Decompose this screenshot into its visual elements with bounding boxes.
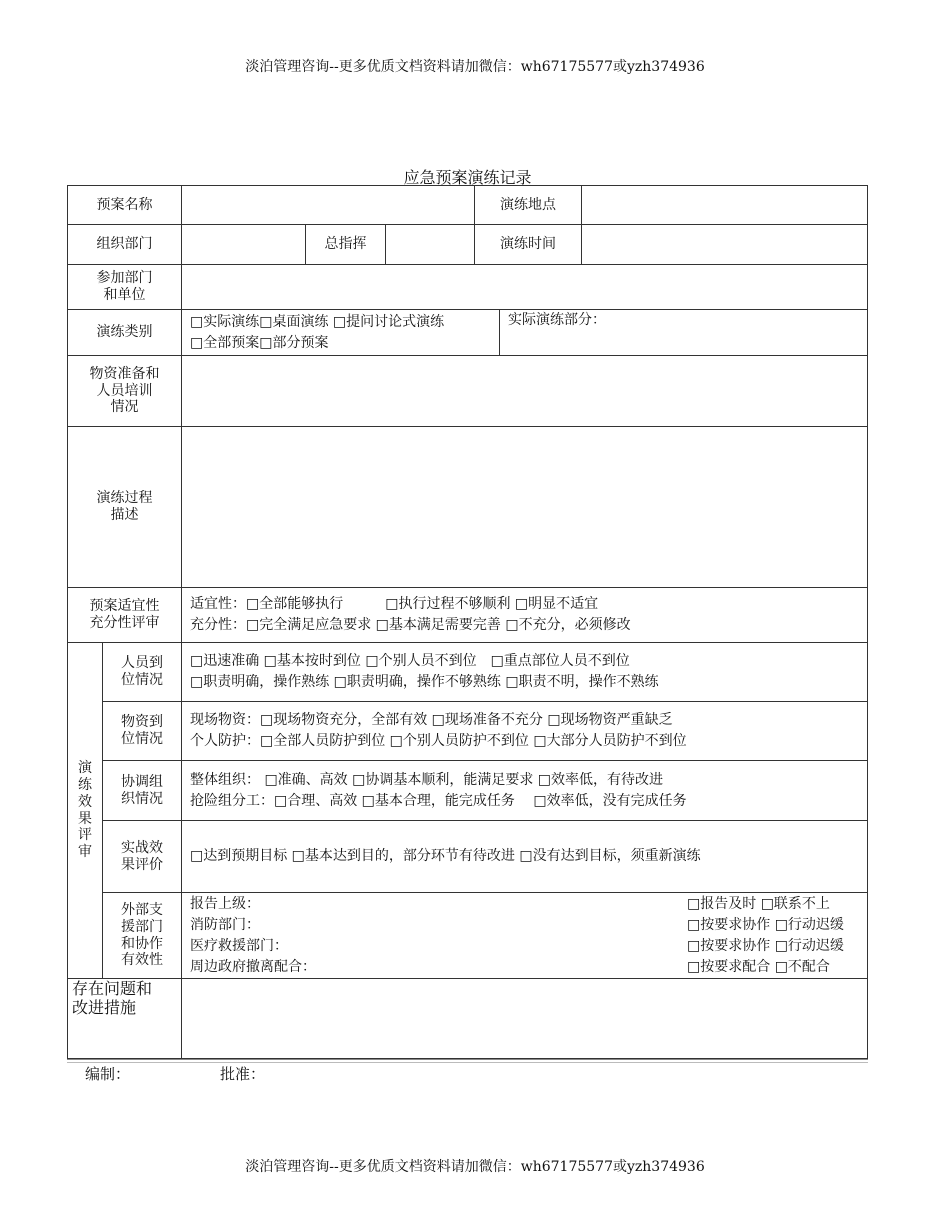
page-header: 淡泊管理咨询--更多优质文档资料请加微信：wh67175577或yzh374936	[245, 59, 705, 75]
supplies-line-1[interactable]: 现场物资：□现场物资充分，全部有效 □现场准备不充分 □现场物资严重缺乏	[190, 712, 673, 728]
label-supplies: 物资到 位情况	[103, 702, 182, 761]
page-footer: 淡泊管理咨询--更多优质文档资料请加微信：wh67175577或yzh374936	[245, 1159, 705, 1175]
row-plan-name	[68, 186, 868, 225]
label-commander: 总指挥	[306, 225, 386, 265]
personnel-line-2[interactable]: □职责明确，操作熟练 □职责明确，操作不够熟练 □职责不明，操作不熟练	[190, 674, 659, 690]
label-coordination: 协调组 织情况	[103, 761, 182, 821]
drill-type-line-1[interactable]: □实际演练□桌面演练 □提问讨论式演练	[190, 313, 445, 330]
external-row: 周边政府撤离配合： □按要求配合 □不配合	[190, 958, 830, 975]
supplies-line-2[interactable]: 个人防护：□全部人员防护到位 □个别人员防护不到位 □大部分人员防护不到位	[190, 733, 687, 749]
label-drill-time: 演练时间	[475, 225, 582, 265]
label-external: 外部支 援部门 和协作 有效性	[103, 893, 182, 979]
drill-record-form	[67, 185, 868, 1059]
fitness-line-2[interactable]: 充分性：□完全满足应急要求 □基本满足需要完善 □不充分，必须修改	[190, 617, 631, 633]
drill-time-field[interactable]	[582, 225, 868, 265]
label-participants: 参加部门 和单位	[68, 265, 182, 310]
label-drill-location: 演练地点	[475, 186, 582, 225]
row-fitness	[68, 588, 868, 643]
row-process	[68, 427, 868, 588]
drill-location-field[interactable]	[582, 186, 868, 225]
row-issues	[68, 979, 868, 1059]
actual-drill-part-label: 实际演练部分：	[508, 312, 607, 328]
coordination-line-2[interactable]: 抢险组分工：□合理、高效 □基本合理，能完成任务 □效率低，没有完成任务	[190, 792, 687, 809]
row-participants	[68, 265, 868, 310]
row-materials	[68, 356, 868, 427]
process-field[interactable]	[182, 427, 868, 588]
row-coordination	[68, 761, 868, 821]
actual-drill-part[interactable]	[500, 310, 868, 356]
participants-field[interactable]	[182, 265, 868, 310]
row-supplies	[68, 702, 868, 761]
org-dept-field[interactable]	[182, 225, 306, 265]
drill-type-line-2[interactable]: □全部预案□部分预案	[190, 334, 329, 351]
row-drill-type	[68, 310, 868, 356]
fitness-options[interactable]	[182, 588, 868, 643]
label-personnel: 人员到 位情况	[103, 643, 182, 702]
fitness-line-1[interactable]: 适宜性：□全部能够执行 □执行过程不够顺利 □明显不适宜	[190, 596, 599, 612]
plan-name-field[interactable]	[182, 186, 475, 225]
approver-label: 批准：	[220, 1065, 266, 1083]
label-issues: 存在问题和 改进措施	[68, 979, 182, 1059]
external-row: 医疗救援部门： □按要求协作 □行动迟缓	[190, 937, 844, 954]
signature-row	[85, 1063, 265, 1084]
row-external	[68, 893, 868, 979]
label-materials: 物资准备和 人员培训 情况	[68, 356, 182, 427]
row-personnel	[68, 643, 868, 702]
external-row: 消防部门： □按要求协作 □行动迟缓	[190, 916, 844, 933]
materials-field[interactable]	[182, 356, 868, 427]
label-plan-name: 预案名称	[68, 186, 182, 225]
supplies-options[interactable]	[182, 702, 868, 761]
label-org-dept: 组织部门	[68, 225, 182, 265]
editor-label: 编制：	[85, 1065, 131, 1083]
label-fitness: 预案适宜性 充分性评审	[68, 588, 182, 643]
document-title: 应急预案演练记录	[403, 168, 532, 187]
commander-field[interactable]	[386, 225, 475, 265]
personnel-options[interactable]	[182, 643, 868, 702]
external-row: 报告上级： □报告及时 □联系不上	[190, 895, 830, 912]
coordination-line-1[interactable]: 整体组织： □准确、高效 □协调基本顺利，能满足要求 □效率低，有待改进	[190, 771, 664, 788]
coordination-options[interactable]	[182, 761, 868, 821]
row-organizer	[68, 225, 868, 265]
combat-line-1[interactable]: □达到预期目标 □基本达到目的，部分环节有待改进 □没有达到目标，须重新演练	[190, 848, 701, 864]
external-options[interactable]	[182, 893, 868, 979]
issues-field[interactable]	[182, 979, 868, 1059]
label-combat: 实战效 果评价	[103, 821, 182, 893]
label-process: 演练过程 描述	[68, 427, 182, 588]
label-effect-review: 演 练 效 果 评 审	[68, 643, 103, 979]
label-drill-type: 演练类别	[68, 310, 182, 356]
drill-type-options[interactable]	[182, 310, 500, 356]
combat-options[interactable]	[182, 821, 868, 893]
personnel-line-1[interactable]: □迅速准确 □基本按时到位 □个别人员不到位 □重点部位人员不到位	[190, 653, 630, 669]
row-combat	[68, 821, 868, 893]
